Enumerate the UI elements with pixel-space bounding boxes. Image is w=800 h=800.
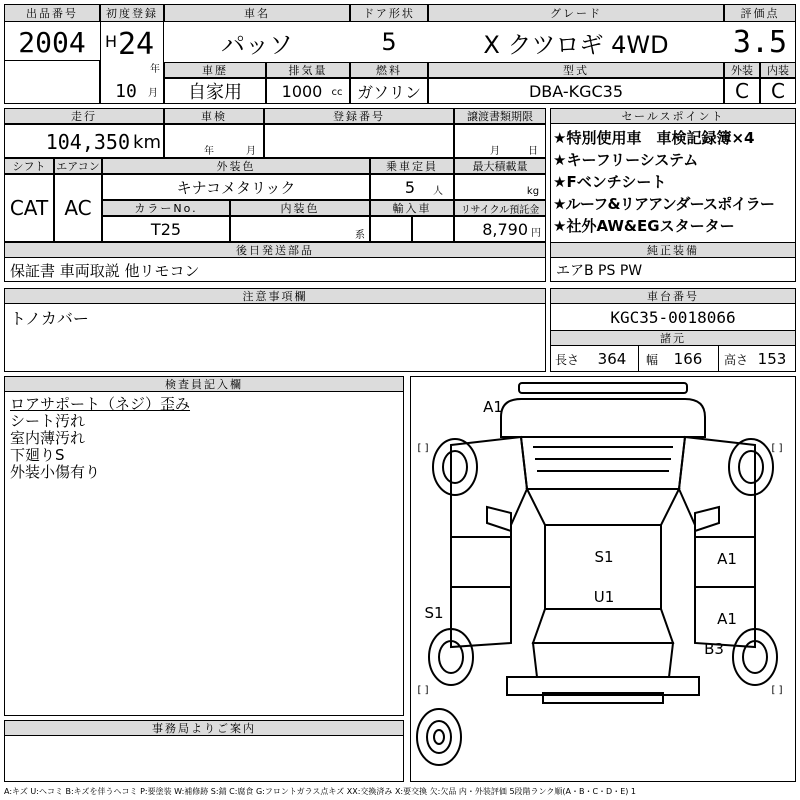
load-unit: kg: [526, 185, 540, 197]
reg-label: 登録番号: [264, 108, 454, 124]
load-label: 最大積載量: [454, 158, 546, 174]
damage-mark: A1: [717, 610, 737, 628]
sales-item: ★ルーフ&リアアンダースポイラー: [553, 195, 775, 213]
inspector-label: 検査員記入欄: [4, 376, 404, 392]
bracket-mark: [ ]: [417, 684, 429, 696]
import-label: 輸入車: [370, 200, 454, 216]
ext-label: 外装: [724, 62, 760, 78]
mileage-value: 104,350: [45, 130, 130, 154]
displacement-label: 排気量: [266, 62, 350, 78]
displacement-value: 1000: [281, 81, 323, 101]
height-label: 高さ: [723, 352, 748, 367]
width-label: 幅: [645, 352, 658, 367]
interior-unit: 系: [355, 229, 365, 241]
int-value: C: [760, 78, 796, 104]
chassis-value: KGC35-0018066: [610, 307, 736, 327]
car-diagram-svg: [411, 377, 795, 781]
door-value: 5: [381, 28, 397, 56]
model-label: 型式: [428, 62, 724, 78]
displacement-unit: cc: [331, 86, 343, 98]
rear-hatch: [533, 643, 673, 677]
interior-color-cell: [230, 216, 370, 242]
bracket-mark: [ ]: [417, 442, 429, 454]
bracket-mark: [ ]: [771, 684, 783, 696]
model-value: DBA-KGC35: [428, 78, 724, 104]
length-divider: [638, 346, 639, 372]
history-label: 車歴: [164, 62, 266, 78]
legend-text: A:キズ U:ヘコミ B:キズを伴うヘコミ P:要塗装 W:補修跡 S:錆 C:腐食 G:フロントガラス点キズ XX:交換済み X:要交換 欠:欠品 内・外装評価 5段階ランク順(A・B・C・D・E) 1: [4, 786, 637, 796]
left-side: [451, 437, 527, 647]
later-value: 保証書 車両取説 他リモコン: [10, 261, 200, 280]
wheel-front-left-inner: [443, 451, 467, 483]
bracket-mark: [ ]: [771, 442, 783, 454]
spare-wheel: [417, 709, 461, 765]
inspector-note: ロアサポート（ネジ）歪み: [10, 395, 191, 413]
inspector-note: 外装小傷有り: [10, 463, 101, 481]
seats-label: 乗車定員: [370, 158, 454, 174]
damage-mark: U1: [593, 588, 615, 606]
office-label: 事務局よりご案内: [4, 720, 404, 736]
shift-value: CAT: [4, 174, 54, 242]
fuel-label: 燃料: [350, 62, 428, 78]
score-value: 3.5: [732, 24, 788, 60]
spec-label: 諸元: [550, 330, 796, 346]
recycle-label: リサイクル預託金: [454, 200, 546, 216]
int-label: 内装: [760, 62, 796, 78]
car-diagram: [410, 376, 796, 782]
height-value: 153: [757, 350, 787, 368]
first-reg-year: 24: [117, 26, 155, 62]
inspection-label: 車検: [164, 108, 264, 124]
inspector-note: シート汚れ: [10, 412, 86, 430]
insp-year-unit: 年: [204, 145, 214, 157]
reg-cell: [264, 124, 454, 158]
rear-glass: [533, 609, 673, 643]
color-no-label: カラーNo.: [102, 200, 230, 216]
front-bumper-outline: [501, 399, 705, 437]
transfer-label: 譲渡書類期限: [454, 108, 546, 124]
recycle-unit: 円: [531, 227, 541, 239]
width-divider: [718, 346, 719, 372]
inspector-note: 室内薄汚れ: [10, 429, 86, 447]
name-label: 車名: [164, 4, 350, 22]
grade-value: X クツロギ 4WD: [483, 30, 669, 59]
lot-label: 出品番号: [4, 4, 100, 22]
fuel-value: ガソリン: [350, 78, 428, 104]
wheel-front-right-inner: [739, 451, 763, 483]
mirror-right: [695, 507, 719, 531]
seats-unit: 人: [433, 185, 443, 197]
equip-value: エアB PS PW: [556, 263, 643, 279]
caution-label: 注意事項欄: [4, 288, 546, 304]
grade-label: グレード: [428, 4, 724, 22]
chassis-label: 車台番号: [550, 288, 796, 304]
first-reg-frame: [100, 4, 164, 104]
equip-label: 純正装備: [550, 242, 796, 258]
damage-mark: B3: [704, 640, 724, 658]
score-label: 評価点: [724, 4, 796, 22]
sales-label: セールスポイント: [550, 108, 796, 124]
damage-mark: S1: [424, 604, 444, 622]
windshield: [527, 489, 679, 525]
color-label: 外装色: [102, 158, 370, 174]
car-name: パッソ: [221, 30, 293, 59]
sales-item: ★Fベンチシート: [553, 173, 667, 191]
first-reg-label: 初度登録: [100, 4, 164, 22]
front-grille: [519, 383, 687, 393]
ac-value: AC: [54, 174, 102, 242]
insp-month-unit: 月: [246, 145, 256, 157]
spare-wheel-inner: [427, 721, 451, 753]
width-value: 166: [673, 350, 703, 368]
mirror-left: [487, 507, 511, 531]
sales-item: ★社外AW&EGスターター: [553, 217, 735, 235]
shift-label: シフト: [4, 158, 54, 174]
hood-outline: [521, 437, 685, 489]
interior-color-label: 内装色: [230, 200, 370, 216]
door-label: ドア形状: [350, 4, 428, 22]
inspector-note: 下廻りS: [10, 446, 65, 464]
length-label: 長さ: [554, 352, 579, 367]
color-value: キナコメタリック: [102, 174, 370, 200]
import-cell-b: [412, 216, 454, 242]
month-unit: 月: [148, 87, 158, 99]
tr-month-unit: 月: [490, 145, 500, 157]
first-reg-month: 10: [115, 80, 137, 102]
damage-mark: A1: [717, 550, 737, 568]
color-no-value: T25: [102, 216, 230, 242]
left-door-line: [451, 537, 511, 587]
lot-number: 2004: [18, 25, 86, 59]
sales-item: ★特別使用車 車検記録簿×4: [553, 129, 755, 147]
damage-mark: S1: [594, 548, 614, 566]
seats-value: 5: [404, 177, 416, 197]
mileage-unit: km: [133, 131, 161, 153]
import-cell-a: [370, 216, 412, 242]
damage-mark: A1: [483, 398, 503, 416]
history-value: 自家用: [164, 78, 266, 104]
sales-list: [553, 127, 795, 237]
mileage-label: 走行: [4, 108, 164, 124]
caution-text: トノカバー: [10, 308, 89, 328]
ext-value: C: [724, 78, 760, 104]
lot-divider: [4, 60, 100, 104]
length-value: 364: [597, 350, 627, 368]
tr-day-unit: 日: [528, 145, 538, 157]
sales-item: ★キーフリーシステム: [553, 151, 699, 169]
hood-stripes: [533, 447, 673, 471]
later-label: 後日発送部品: [4, 242, 546, 258]
spare-wheel-core: [434, 730, 444, 744]
era: H: [104, 31, 118, 51]
ac-label: エアコン: [54, 158, 102, 174]
recycle-value: 8,790: [482, 219, 528, 239]
year-unit: 年: [150, 63, 160, 75]
wheel-front-left: [433, 439, 477, 495]
inspector-notes: [10, 396, 400, 481]
